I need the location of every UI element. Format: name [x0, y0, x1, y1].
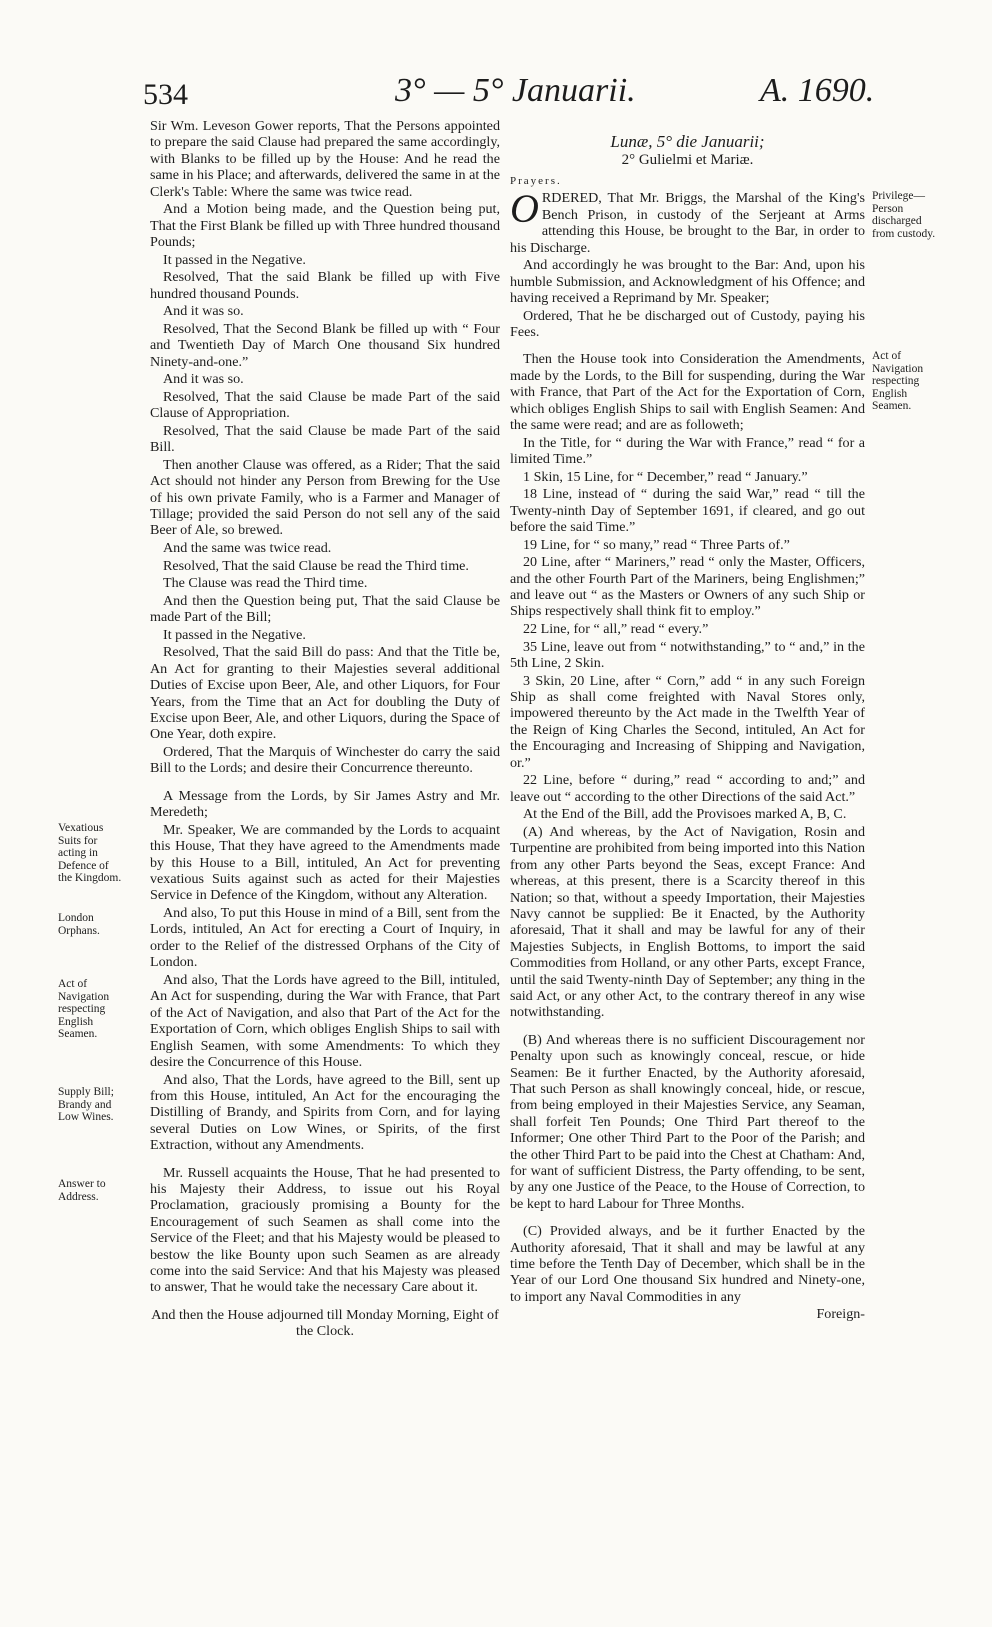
- margin-note: Act of Navigation respecting English Seamen.: [872, 350, 924, 412]
- paragraph: Mr. Speaker, We are commanded by the Lords to acquaint this House, That they have agreed to the Amendments made by this House to a Bill, intituled, An Act for preventing vexatious Suits against such as acted for their Majesties Service in Defence of the Kingdom, without any Alteration.: [150, 821, 500, 904]
- adjournment: And then the House adjourned till Monday Morning, Eight of the Clock.: [151, 1306, 499, 1340]
- paragraph: Then another Clause was offered, as a Rider; That the said Act should not hinder any Person from Brewing for the Use of his own private Family, who is a Farmer and Manager of Tillage; provided the said Person do not sell any of the said Beer of Ale, so brewed.: [150, 456, 500, 539]
- paragraph: Sir Wm. Leveson Gower reports, That the Persons appointed to prepare the said Clause had prepared the same accordingly, with Blanks to be filled up by the House: And he read the same in his Place; and afterwards, delivered the same in at the Clerk's Table: Where the same was twice read.: [150, 118, 500, 200]
- session-reign: 2° Gulielmi et Mariæ.: [621, 152, 754, 169]
- paragraph: Mr. Russell acquaints the House, That he had presented to his Majesty their Address, to issue out his Royal Proclamation, graciously promising a Bounty for the Encouragement of such Seamen as shall come into the Service of the Fleet; and that his Majesty would be pleased to bestow the like Bounty upon such Seamen as are already come into the said Service: And that his Majesty was pleased to answer, That he would take the necessary Care about it.: [150, 1164, 500, 1296]
- paragraph: And also, That the Lords, have agreed to the Bill, sent up from this House, intituled, An Act for the encouraging the Distilling of Brandy, and Spirits from Corn, and for laying several Duties on Low Wines, or Spirits, of the first Extraction, without any Amendments.: [150, 1071, 500, 1154]
- paragraph: (B) And whereas there is no sufficient Discouragement nor Penalty upon such as knowingly conceal, rescue, or hide Seamen: Be it further Enacted, by the Authority aforesaid, That such Person as shall knowingly conceal, hide, or rescue, from being employed in their Majesties Service, any Seaman, shall forfeit Ten Pounds; One Third Part thereof to the Informer; One other Third Part to the Poor of the Parish; and the other Third Part to be paid into the Chest at Chatham: And, for want of sufficient Distress, the Party offending, to be sent, by any one Justice of the Peace, to the House of Correction, to be kept to hard Labour for Three Months.: [510, 1031, 865, 1212]
- margin-note: Answer to Address.: [58, 1178, 106, 1203]
- paragraph: 19 Line, for “ so many,” read “ Three Parts of.”: [523, 536, 790, 553]
- paragraph: Resolved, That the Second Blank be filled up with “ Four and Twentieth Day of March One thousand Six hundred Ninety-and-one.”: [150, 320, 500, 370]
- session-date: Lunæ, 5° die Januarii;: [610, 132, 765, 151]
- paragraph: 3 Skin, 20 Line, after “ Corn,” add “ in any such Foreign Ship as shall come freighted with Naval Stores only, impowered thereunto by the Act made in the Twelfth Year of the Reign of King Charles the Second, intituled, An Act for the Encouraging and Increasing of Shipping and Navigation, or.”: [510, 672, 865, 771]
- paragraph: A Message from the Lords, by Sir James Astry and Mr. Meredeth;: [150, 787, 500, 821]
- margin-note: Vexatious Suits for acting in Defence of the Kingdom.: [58, 822, 122, 884]
- paragraph: 18 Line, instead of “ during the said War,” read “ till the Twenty-ninth Day of September 1691, if cleared, and go out before the said Time.”: [510, 486, 865, 536]
- prayers-heading: Prayers.: [510, 174, 562, 187]
- paragraph: Ordered, That he be discharged out of Custody, paying his Fees.: [510, 307, 865, 341]
- drop-cap: O: [510, 186, 539, 232]
- paragraph: Then the House took into Consideration the Amendments, made by the Lords, to the Bill for suspending, during the War with France, that Part of the Act for the Exportation of Corn, which obliges English Ships to sail with English Seamen: And the same were read; and are as followeth;: [510, 351, 865, 434]
- paragraph: 20 Line, after “ Mariners,” read “ only the Master, Officers, and the other Fourth Part of the Mariners, being Englishmen;” and leave out “ as the Masters or Owners of any such Ship or Ships respectively shall think fit to employ.”: [510, 554, 865, 620]
- header-dates: 3° — 5° Januarii.: [395, 72, 636, 109]
- paragraph: Resolved, That the said Clause be made Part of the said Bill.: [150, 422, 500, 456]
- margin-note: Privilege— Person discharged from custody.: [872, 190, 936, 240]
- left-column: [150, 118, 500, 1341]
- paragraph: And the same was twice read.: [163, 540, 332, 557]
- paragraph: 22 Line, before “ during,” read “ according to and;” and leave out “ according to the other Directions of the said Act.”: [510, 772, 865, 805]
- paragraph: And then the Question being put, That the said Clause be made Part of the Bill;: [150, 592, 500, 626]
- page-number: 534: [143, 78, 188, 111]
- right-column: [510, 118, 865, 1324]
- paragraph: And it was so.: [163, 371, 244, 388]
- header-year: A. 1690.: [760, 72, 875, 109]
- paragraph: 1 Skin, 15 Line, for “ December,” read “ January.”: [523, 468, 808, 485]
- paragraph: And accordingly he was brought to the Bar: And, upon his humble Submission, and Acknowledgment of his Offence; and having received a Reprimand by Mr. Speaker;: [510, 257, 865, 307]
- paragraph: It passed in the Negative.: [163, 626, 306, 643]
- page-header: [0, 72, 992, 122]
- margin-note: London Orphans.: [58, 912, 100, 937]
- paragraph: And a Motion being made, and the Question being put, That the First Blank be filled up with Three hundred thousand Pounds;: [150, 201, 500, 251]
- margin-note: Supply Bill; Brandy and Low Wines.: [58, 1086, 114, 1123]
- paragraph: It passed in the Negative.: [163, 251, 306, 268]
- paragraph: Resolved, That the said Clause be made Part of the said Clause of Appropriation.: [150, 388, 500, 422]
- paragraph: (C) Provided always, and be it further Enacted by the Authority aforesaid, That it shall and may be lawful at any time before the Tenth Day of December, which shall be in the Year of our Lord One thousand Six hundred and Ninety-one, to import any Naval Commodities in any: [510, 1223, 865, 1305]
- paragraph: 22 Line, for “ all,” read “ every.”: [523, 621, 709, 638]
- paragraph: The Clause was read the Third time.: [163, 575, 368, 592]
- paragraph: And also, That the Lords have agreed to the Bill, intituled, An Act for suspending, during the War with France, that Part of the Act of Navigation, and also that Part of the Act for the Exportation of Corn, which obliges English Ships to sail with English Seamen, with some Amendments: To which they desire the Concurrence of this House.: [150, 971, 500, 1070]
- paragraph: Resolved, That the said Blank be filled up with Five hundred thousand Pounds.: [150, 269, 500, 302]
- paragraph: [510, 186, 865, 256]
- paragraph: Resolved, That the said Clause be read the Third time.: [163, 557, 469, 574]
- paragraph: Ordered, That the Marquis of Winchester do carry the said Bill to the Lords; and desire their Concurrence thereunto.: [150, 744, 500, 777]
- paragraph: Resolved, That the said Bill do pass: And that the Title be, An Act for granting to their Majesties several additional Duties of Excise upon Beer, Ale, and other Liquors, for Four Years, from the Time that an Act for doubling the Duty of Excise upon Beer, Ale, and other Liquors, during the Space of One Year, doth expire.: [150, 644, 500, 743]
- paragraph: And it was so.: [163, 303, 244, 320]
- paragraph: 35 Line, leave out from “ notwithstanding,” to “ and,” in the 5th Line, 2 Skin.: [510, 638, 865, 672]
- margin-note: Act of Navigation respecting English Seamen.: [58, 978, 110, 1040]
- paragraph: In the Title, for “ during the War with France,” read “ for a limited Time.”: [510, 434, 865, 468]
- paragraph: (A) And whereas, by the Act of Navigation, Rosin and Turpentine are prohibited from being imported into this Nation from any other Parts beyond the Seas, except France: And whereas, at this present, there is a Scarcity thereof in this Nation; so that, without a speedy Importation, their Majesties Navy cannot be supplied: Be it Enacted, by the Authority aforesaid, That it shall and may be lawful for any of their Majesties Subjects, in English Bottoms, to import the said Commodities from Holland, or any other Parts, except France, until the said Twenty-ninth Day of September; any thing in the said Act, or any other Act, to the contrary thereof in any wise notwithstanding.: [510, 823, 865, 1021]
- catchword: Foreign-: [816, 1306, 865, 1323]
- paragraph-text: RDERED, That Mr. Briggs, the Marshal of the King's Bench Prison, in custody of the Serjeant at Arms attending this House, be brought to the Bar, in order to his Discharge.: [510, 190, 865, 256]
- paragraph: And also, To put this House in mind of a Bill, sent from the Lords, intituled, An Act for erecting a Court of Inquiry, in order to the Relief of the distressed Orphans of the City of London.: [150, 905, 500, 971]
- paragraph: At the End of the Bill, add the Provisoes marked A, B, C.: [523, 806, 847, 823]
